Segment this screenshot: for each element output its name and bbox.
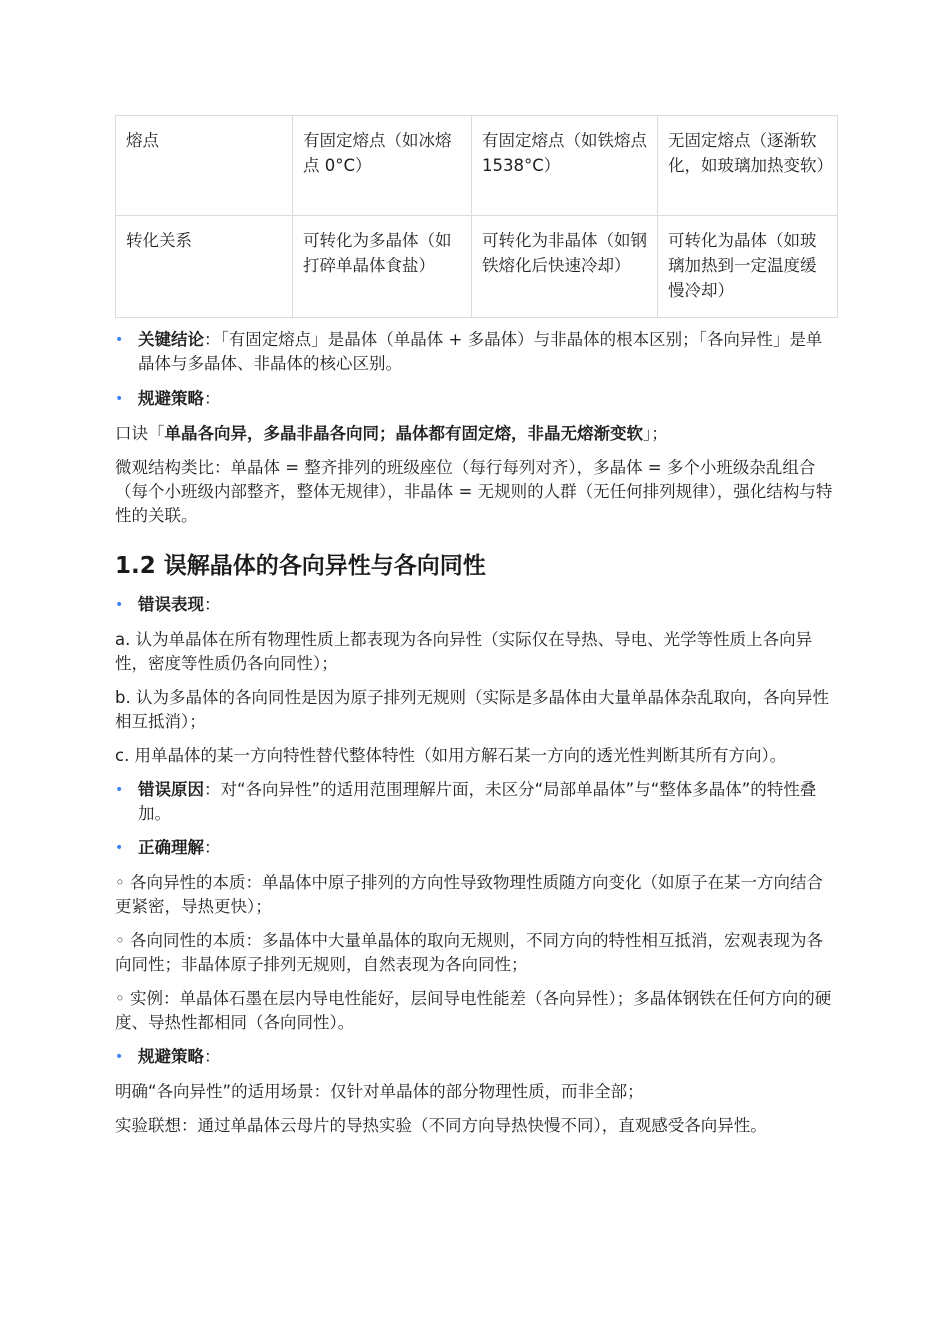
error-label: 错误表现 <box>138 595 204 614</box>
strategy-item <box>115 387 837 411</box>
key-conclusion-text: ：「有固定熔点」是晶体（单晶体 + 多晶体）与非晶体的根本区别；「各向异性」是单晶体与多晶体、非晶体的核心区别。 <box>138 330 823 373</box>
bullet-icon: • <box>115 597 124 613</box>
strategy-item-2 <box>115 1045 837 1069</box>
correct-2-paragraph: ◦ 各向同性的本质：多晶体中大量单晶体的取向无规则，不同方向的特性相互抵消，宏观表现为各向同性；非晶体原子排列无规则，自然表现为各向同性； <box>115 931 823 974</box>
document-page <box>115 115 837 1138</box>
label-colon: ： <box>204 838 221 857</box>
strategy-2-paragraph: 实验联想：通过单晶体云母片的导热实验（不同方向导热快慢不同），直观感受各向异性。 <box>115 1116 767 1135</box>
key-conclusion-item <box>115 328 837 376</box>
correct-label: 正确理解 <box>138 838 204 857</box>
bullet-icon: • <box>115 391 124 407</box>
table-cell: 有固定熔点（如铁熔点 1538°C） <box>472 116 658 216</box>
correct-1-paragraph: ◦ 各向异性的本质：单晶体中原子排列的方向性导致物理性质随方向变化（如原子在某一方向结合更紧密，导热更快）； <box>115 873 823 916</box>
mnemonic-suffix: 」； <box>643 424 668 443</box>
strategy-label: 规避策略 <box>138 1047 204 1066</box>
bullet-icon: • <box>115 332 124 348</box>
label-colon: ： <box>204 1047 221 1066</box>
cause-item <box>115 778 837 826</box>
mnemonic-prefix: 口诀「 <box>115 424 165 443</box>
bullet-icon: • <box>115 840 124 856</box>
section-heading: 1.2 误解晶体的各向异性与各向同性 <box>115 553 486 579</box>
table-cell: 熔点 <box>116 116 293 216</box>
analogy-paragraph: 微观结构类比：单晶体 = 整齐排列的班级座位（每行每列对齐），多晶体 = 多个小班级杂乱组合（每个小班级内部整齐，整体无规律），非晶体 = 无规则的人群（无任何排列规律），强化结构与特性的关联。 <box>115 458 833 525</box>
strategy-1-paragraph: 明确“各向异性”的适用场景：仅针对单晶体的部分物理性质，而非全部； <box>115 1082 644 1101</box>
strategy-label: 规避策略 <box>138 389 204 408</box>
error-a-paragraph: a. 认为单晶体在所有物理性质上都表现为各向异性（实际仅在导热、导电、光学等性质上各向异性，密度等性质仍各向同性）； <box>115 630 813 673</box>
bullet-icon: • <box>115 1049 124 1065</box>
bullet-icon: • <box>115 782 124 798</box>
table-cell: 可转化为多晶体（如打碎单晶体食盐） <box>293 216 472 318</box>
label-colon: ： <box>204 595 221 614</box>
table-cell: 有固定熔点（如冰熔点 0°C） <box>293 116 472 216</box>
cause-text: ：对“各向异性”的适用范围理解片面，未区分“局部单晶体”与“整体多晶体”的特性叠加。 <box>138 780 817 823</box>
correct-3-paragraph: ◦ 实例：单晶体石墨在层内导电性能好，层间导电性能差（各向异性）；多晶体钢铁在任何方向的硬度、导热性都相同（各向同性）。 <box>115 989 832 1032</box>
correct-item <box>115 836 837 860</box>
comparison-table <box>115 115 838 318</box>
error-item <box>115 593 837 617</box>
error-c-paragraph: c. 用单晶体的某一方向特性替代整体特性（如用方解石某一方向的透光性判断其所有方向）。 <box>115 746 787 765</box>
table-cell: 可转化为非晶体（如钢铁熔化后快速冷却） <box>472 216 658 318</box>
key-conclusion-label: 关键结论 <box>138 330 204 349</box>
table-cell: 无固定熔点（逐渐软化，如玻璃加热变软） <box>658 116 838 216</box>
label-colon: ： <box>204 389 221 408</box>
table-row <box>116 116 838 216</box>
table-row <box>116 216 838 318</box>
cause-label: 错误原因 <box>138 780 204 799</box>
table-cell: 转化关系 <box>116 216 293 318</box>
error-b-paragraph: b. 认为多晶体的各向同性是因为原子排列无规则（实际是多晶体由大量单晶体杂乱取向，各向异性相互抵消）； <box>115 688 829 731</box>
mnemonic-text: 单晶各向异，多晶非晶各向同；晶体都有固定熔，非晶无熔渐变软 <box>164 424 643 443</box>
mnemonic-paragraph <box>115 422 837 446</box>
table-cell: 可转化为晶体（如玻璃加热到一定温度缓慢冷却） <box>658 216 838 318</box>
